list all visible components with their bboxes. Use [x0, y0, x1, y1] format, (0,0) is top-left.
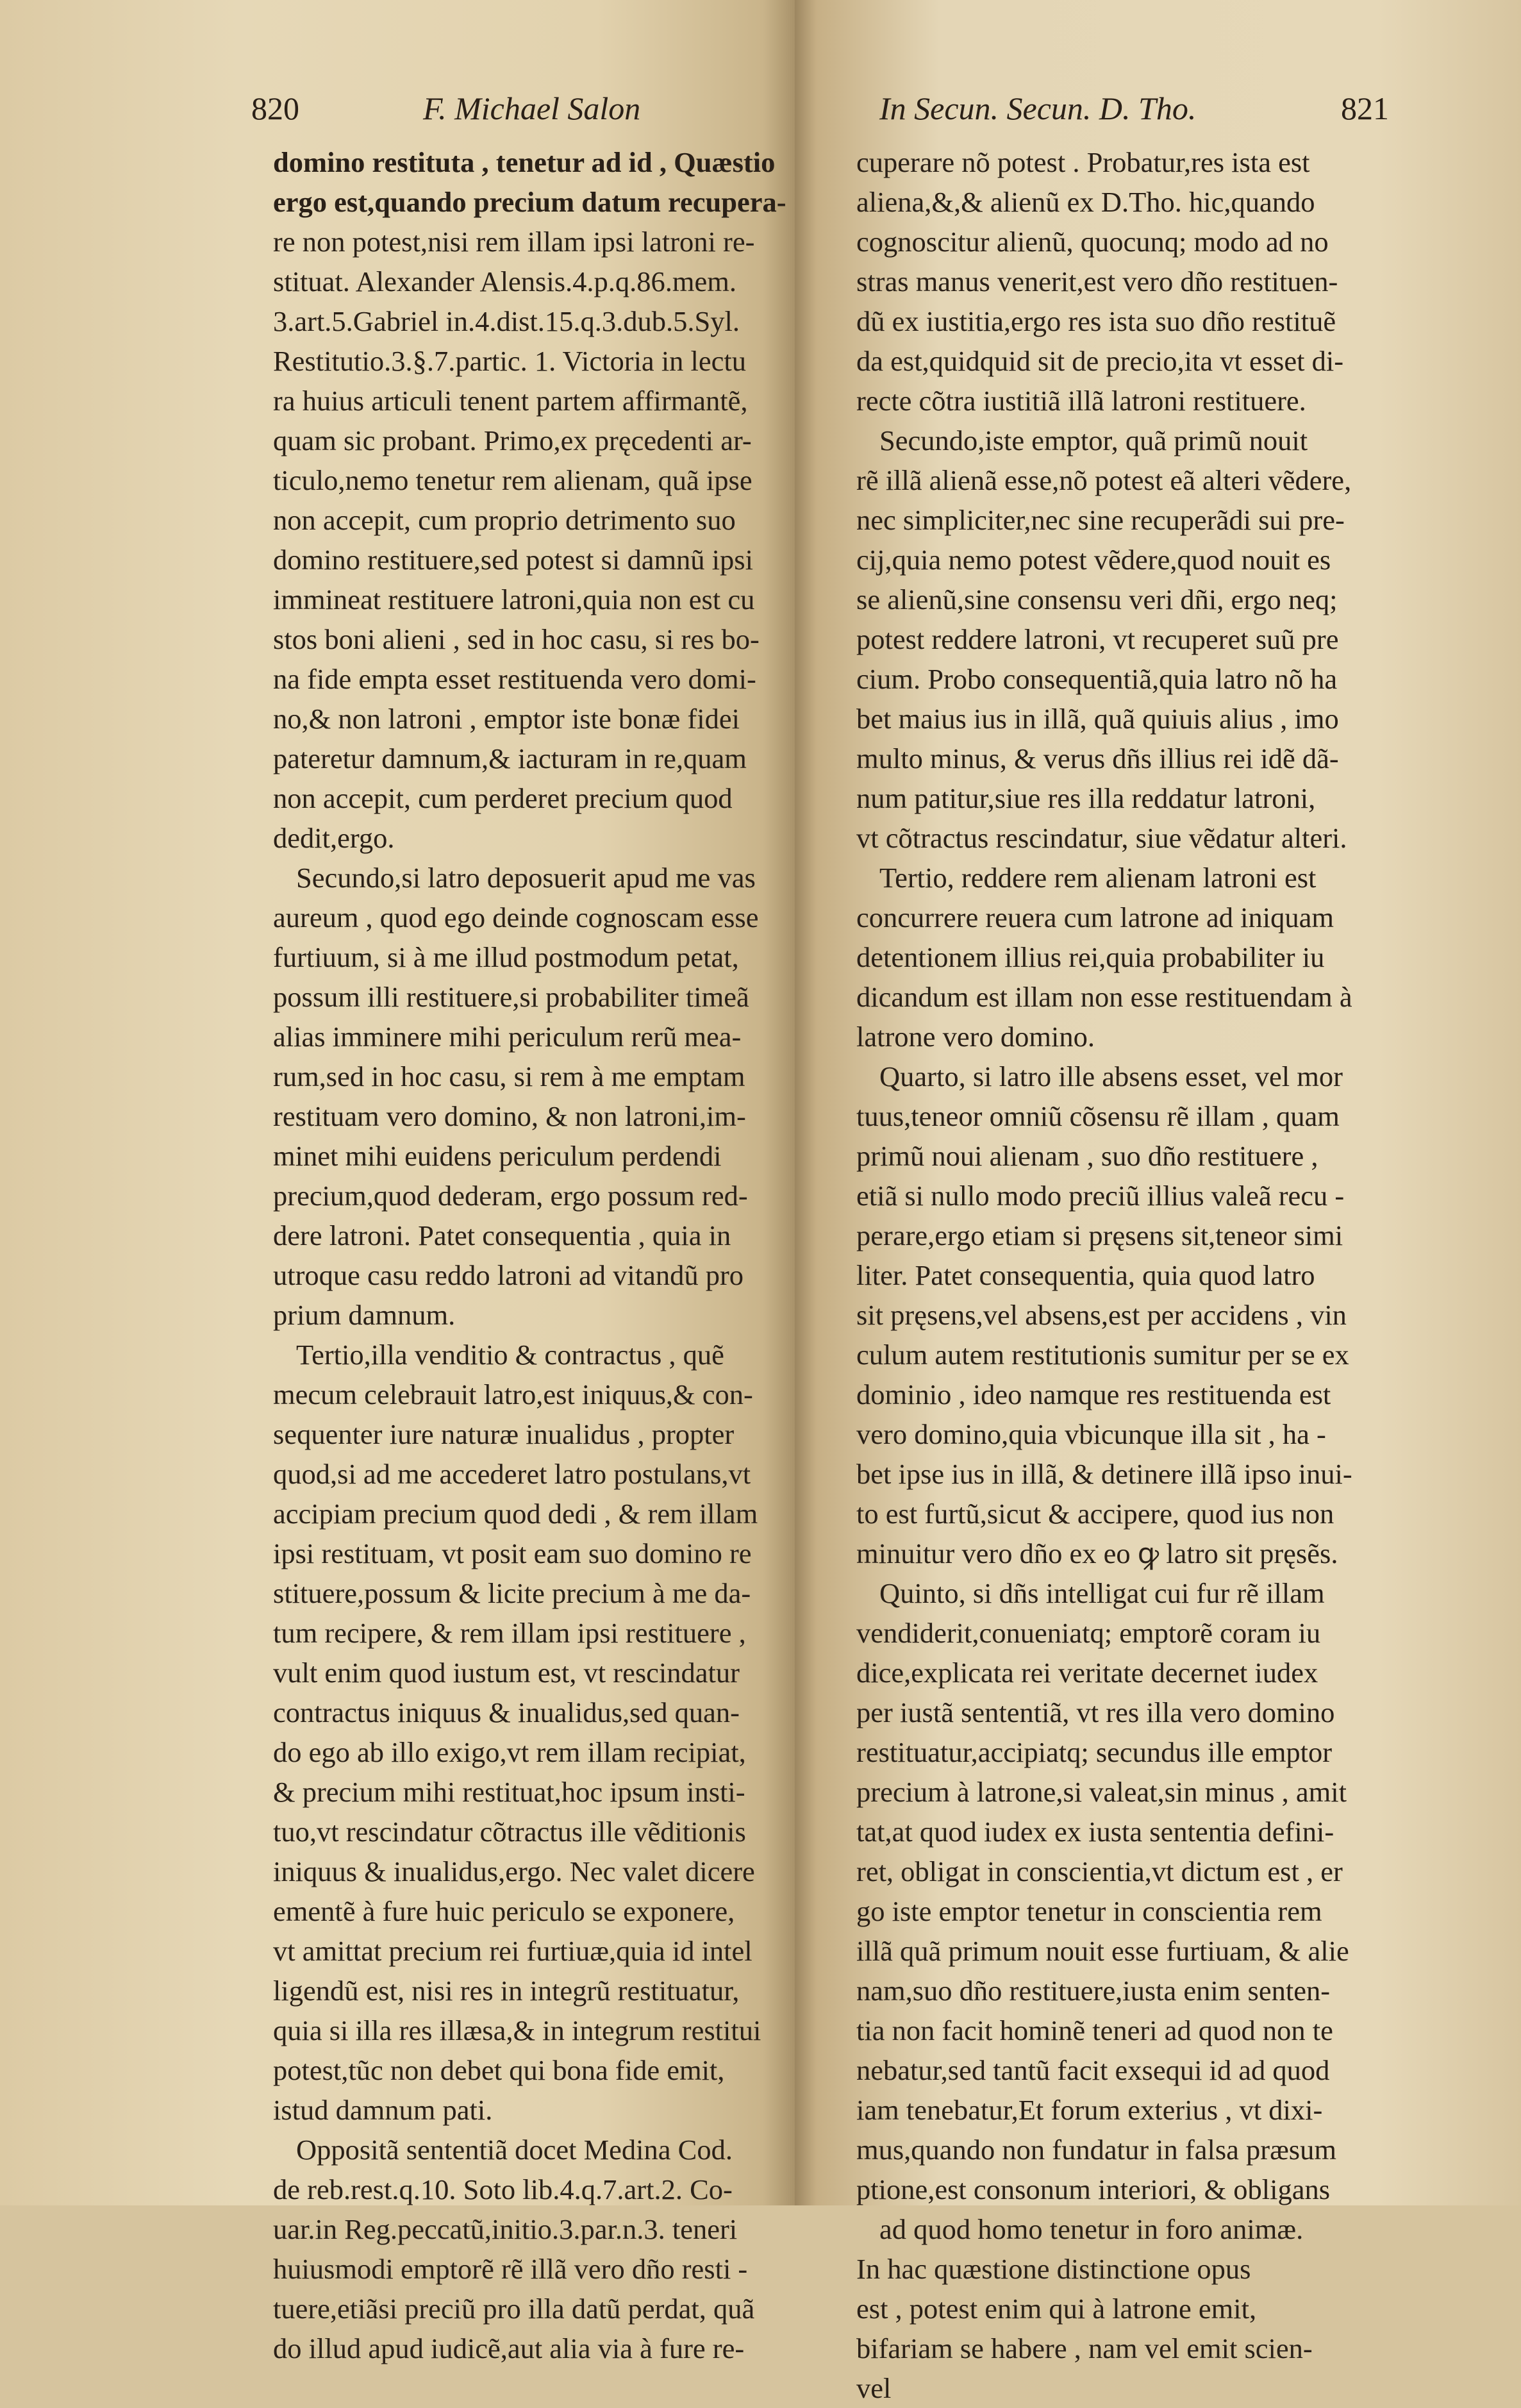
- text-line: rum,sed in hoc casu, si rem à me emptam: [273, 1060, 745, 1092]
- text-line: bet ipse ius in illã, & detinere illã ipso inui-: [856, 1458, 1352, 1490]
- text-line: ergo est,quando precium datum recupera-: [273, 186, 786, 218]
- text-line: Secundo,iste emptor, quã primũ nouit: [879, 424, 1308, 456]
- text-line: cognoscitur alienũ, quocunq; modo ad no: [856, 226, 1329, 258]
- left-page-text: [273, 142, 795, 2368]
- text-line: concurrere reuera cum latrone ad iniquam: [856, 901, 1334, 933]
- text-line: stras manus venerit,est vero dño restituen-: [856, 265, 1338, 297]
- text-line: multo minus, & verus dñs illius rei idẽ dã-: [856, 742, 1339, 774]
- text-line: sit pręsens,vel absens,est per accidens , vin: [856, 1299, 1347, 1331]
- text-line: Restitutio.3.§.7.partic. 1. Victoria in lectu: [273, 345, 747, 377]
- text-line: stos boni alieni , sed in hoc casu, si res bo-: [273, 623, 760, 655]
- right-page-number: 821: [1341, 90, 1389, 126]
- text-line: ra huius articuli tenent partem affirmantẽ,: [273, 385, 748, 417]
- text-line: quia si illa res illæsa,& in integrum restitui: [273, 2014, 761, 2046]
- text-line: dicandum est illam non esse restituendam à: [856, 981, 1352, 1013]
- text-line: potest reddere latroni, vt recuperet suũ pre: [856, 623, 1339, 655]
- text-line: do illud apud iudicẽ,aut alia via à fure re-: [273, 2332, 745, 2364]
- text-line: minuitur vero dño ex eo ꝙ latro sit pręsẽs.: [856, 1537, 1338, 1569]
- text-line: dominio , ideo namque res restituenda est: [856, 1378, 1331, 1410]
- text-line: liter. Patet consequentia, quia quod latro: [856, 1259, 1315, 1291]
- text-line: nam,suo dño restituere,iusta enim senten-: [856, 1975, 1331, 2007]
- text-line: stituat. Alexander Alensis.4.p.q.86.mem.: [273, 265, 737, 297]
- text-line: tum recipere, & rem illam ipsi restituere ,: [273, 1617, 746, 1649]
- text-line: vt amittat precium rei furtiuæ,quia id intel: [273, 1935, 752, 1967]
- text-line: non accepit, cum perderet precium quod: [273, 782, 733, 814]
- text-line: tat,at quod iudex ex iusta sententia defini-: [856, 1816, 1334, 1848]
- text-line: furtiuum, si à me illud postmodum petat,: [273, 941, 739, 973]
- text-line: istud damnum pati.: [273, 2094, 493, 2126]
- text-line: mecum celebrauit latro,est iniquus,& con-: [273, 1378, 753, 1410]
- text-line: precium,quod dederam, ergo possum red-: [273, 1180, 748, 1212]
- text-line: possum illi restituere,si probabiliter timeã: [273, 981, 749, 1013]
- text-line: restituam vero domino, & non latroni,im-: [273, 1100, 746, 1132]
- text-line: Quarto, si latro ille absens esset, vel mor: [879, 1060, 1343, 1092]
- right-running-head: In Secun. Secun. D. Tho.: [879, 90, 1197, 126]
- text-line: tuere,etiãsi preciũ pro illa datũ perdat, quã: [273, 2293, 755, 2325]
- right-page-text: [856, 142, 1377, 2408]
- text-line: dere latroni. Patet consequentia , quia in: [273, 1219, 731, 1251]
- text-line: nec simpliciter,nec sine recuperãdi sui pre-: [856, 504, 1345, 536]
- left-running-head: F. Michael Salon: [423, 90, 641, 126]
- text-line: vt cõtractus rescindatur, siue vẽdatur alteri.: [856, 822, 1347, 854]
- text-line: ticulo,nemo tenetur rem alienam, quã ipse: [273, 464, 752, 496]
- text-line: Secundo,si latro deposuerit apud me vas: [296, 862, 756, 894]
- text-line: cij,quia nemo potest vẽdere,quod nouit es: [856, 544, 1331, 576]
- text-line: ligendũ est, nisi res in integrũ restituatur,: [273, 1975, 740, 2007]
- text-line: bifariam se habere , nam vel emit scien-: [856, 2332, 1313, 2364]
- text-line: Oppositã sententiã docet Medina Cod.: [296, 2134, 733, 2166]
- text-line: quod,si ad me accederet latro postulans,vt: [273, 1458, 751, 1490]
- text-line: ementẽ à fure huic periculo se exponere,: [273, 1895, 735, 1927]
- text-line: potest,tũc non debet qui bona fide emit,: [273, 2054, 725, 2086]
- text-line: dice,explicata rei veritate decernet iudex: [856, 1657, 1318, 1689]
- text-line: cium. Probo consequentiã,quia latro nõ ha: [856, 663, 1338, 695]
- text-line: mus,quando non fundatur in falsa præsum: [856, 2134, 1336, 2166]
- text-line: domino restituere,sed potest si damnũ ipsi: [273, 544, 753, 576]
- text-line: ptione,est consonum interiori, & obligans: [856, 2173, 1331, 2205]
- text-line: aureum , quod ego deinde cognoscam esse: [273, 901, 759, 933]
- text-line: iniquus & inualidus,ergo. Nec valet dicere: [273, 1855, 755, 1887]
- text-line: vult enim quod iustum est, vt rescindatur: [273, 1657, 740, 1689]
- text-line: nebatur,sed tantũ facit exsequi id ad quod: [856, 2054, 1330, 2086]
- text-line: etiã si nullo modo preciũ illius valeã recu -: [856, 1180, 1345, 1212]
- text-line: na fide empta esset restituenda vero domi-: [273, 663, 756, 695]
- left-page-number: 820: [251, 90, 299, 126]
- text-line: vendiderit,conueniatq; emptorẽ coram iu: [856, 1617, 1321, 1649]
- text-line: huiusmodi emptorẽ rẽ illã vero dño resti -: [273, 2253, 748, 2285]
- text-line: vel: [856, 2372, 892, 2404]
- text-line: recte cõtra iustitiã illã latroni restituere.: [856, 385, 1306, 417]
- text-line: perare,ergo etiam si pręsens sit,teneor simi: [856, 1219, 1343, 1251]
- text-line: immineat restituere latroni,quia non est cu: [273, 583, 755, 615]
- text-line: latrone vero domino.: [856, 1021, 1095, 1053]
- text-line: primũ noui alienam , suo dño restituere ,: [856, 1140, 1318, 1172]
- text-line: da est,quidquid sit de precio,ita vt esset di-: [856, 345, 1344, 377]
- text-line: sequenter iure naturæ inualidus , propter: [273, 1418, 735, 1450]
- text-line: vero domino,quia vbicunque illa sit , ha -: [856, 1418, 1326, 1450]
- text-line: per iustã sententiã, vt res illa vero domino: [856, 1696, 1335, 1728]
- text-line: utroque casu reddo latroni ad vitandũ pro: [273, 1259, 744, 1291]
- text-line: dedit,ergo.: [273, 822, 395, 854]
- text-line: pateretur damnum,& iacturam in re,quam: [273, 742, 747, 774]
- text-line: dũ ex iustitia,ergo res ista suo dño restituẽ: [856, 305, 1336, 337]
- text-line: 3.art.5.Gabriel in.4.dist.15.q.3.dub.5.Syl.: [273, 305, 740, 337]
- text-line: de reb.rest.q.10. Soto lib.4.q.7.art.2. Co-: [273, 2173, 733, 2205]
- text-line: prium damnum.: [273, 1299, 456, 1331]
- text-line: tuus,teneor omniũ cõsensu rẽ illam , quam: [856, 1100, 1340, 1132]
- text-line: restituatur,accipiatq; secundus ille emptor: [856, 1736, 1333, 1768]
- text-line: est , potest enim qui à latrone emit,: [856, 2293, 1257, 2325]
- text-line: contractus iniquus & inualidus,sed quan-: [273, 1696, 740, 1728]
- text-line: se alienũ,sine consensu veri dñi, ergo neq;: [856, 583, 1338, 615]
- text-line: go iste emptor tenetur in conscientia rem: [856, 1895, 1322, 1927]
- text-line: to est furtũ,sicut & accipere, quod ius non: [856, 1498, 1334, 1530]
- text-line: do ego ab illo exigo,vt rem illam recipiat,: [273, 1736, 746, 1768]
- text-line: rẽ illã alienã esse,nõ potest eã alteri vẽdere,: [856, 464, 1352, 496]
- text-line: ipsi restituam, vt posit eam suo domino re: [273, 1537, 752, 1569]
- text-line: In hac quæstione distinctione opus: [856, 2253, 1251, 2285]
- text-line: tia non facit hominẽ teneri ad quod non te: [856, 2014, 1333, 2046]
- text-line: tuo,vt rescindatur cõtractus ille vẽditionis: [273, 1816, 746, 1848]
- text-line: uar.in Reg.peccatũ,initio.3.par.n.3. teneri: [273, 2213, 738, 2245]
- text-line: domino restituta , tenetur ad id , Quæstio: [273, 146, 776, 178]
- text-line: precium à latrone,si valeat,sin minus , amit: [856, 1776, 1347, 1808]
- right-page: [795, 0, 1521, 2404]
- text-line: minet mihi euidens periculum perdendi: [273, 1140, 722, 1172]
- text-line: Tertio, reddere rem alienam latroni est: [879, 862, 1317, 894]
- text-line: ad quod homo tenetur in foro animæ.: [879, 2213, 1304, 2245]
- text-line: ret, obligat in conscientia,vt dictum est , er: [856, 1855, 1343, 1887]
- text-line: no,& non latroni , emptor iste bonæ fidei: [273, 703, 740, 735]
- text-line: stituere,possum & licite precium à me da-: [273, 1577, 751, 1609]
- text-line: re non potest,nisi rem illam ipsi latroni re-: [273, 226, 755, 258]
- text-line: quam sic probant. Primo,ex pręcedenti ar-: [273, 424, 752, 456]
- text-line: Quinto, si dñs intelligat cui fur rẽ illam: [879, 1577, 1325, 1609]
- text-line: alias imminere mihi periculum rerũ mea-: [273, 1021, 742, 1053]
- text-line: Tertio,illa venditio & contractus , quẽ: [296, 1339, 724, 1371]
- text-line: culum autem restitutionis sumitur per se ex: [856, 1339, 1349, 1371]
- text-line: num patitur,siue res illa reddatur latroni,: [856, 782, 1316, 814]
- text-line: bet maius ius in illã, quã quiuis alius , imo: [856, 703, 1339, 735]
- text-line: accipiam precium quod dedi , & rem illam: [273, 1498, 758, 1530]
- text-line: iam tenebatur,Et forum exterius , vt dixi-: [856, 2094, 1323, 2126]
- text-line: non accepit, cum proprio detrimento suo: [273, 504, 736, 536]
- text-line: cuperare nõ potest . Probatur,res ista est: [856, 146, 1310, 178]
- text-line: illã quã primum nouit esse furtiuam, & alie: [856, 1935, 1349, 1967]
- text-line: & precium mihi restituat,hoc ipsum insti-: [273, 1776, 745, 1808]
- text-line: aliena,&,& alienũ ex D.Tho. hic,quando: [856, 186, 1315, 218]
- text-line: detentionem illius rei,quia probabiliter iu: [856, 941, 1325, 973]
